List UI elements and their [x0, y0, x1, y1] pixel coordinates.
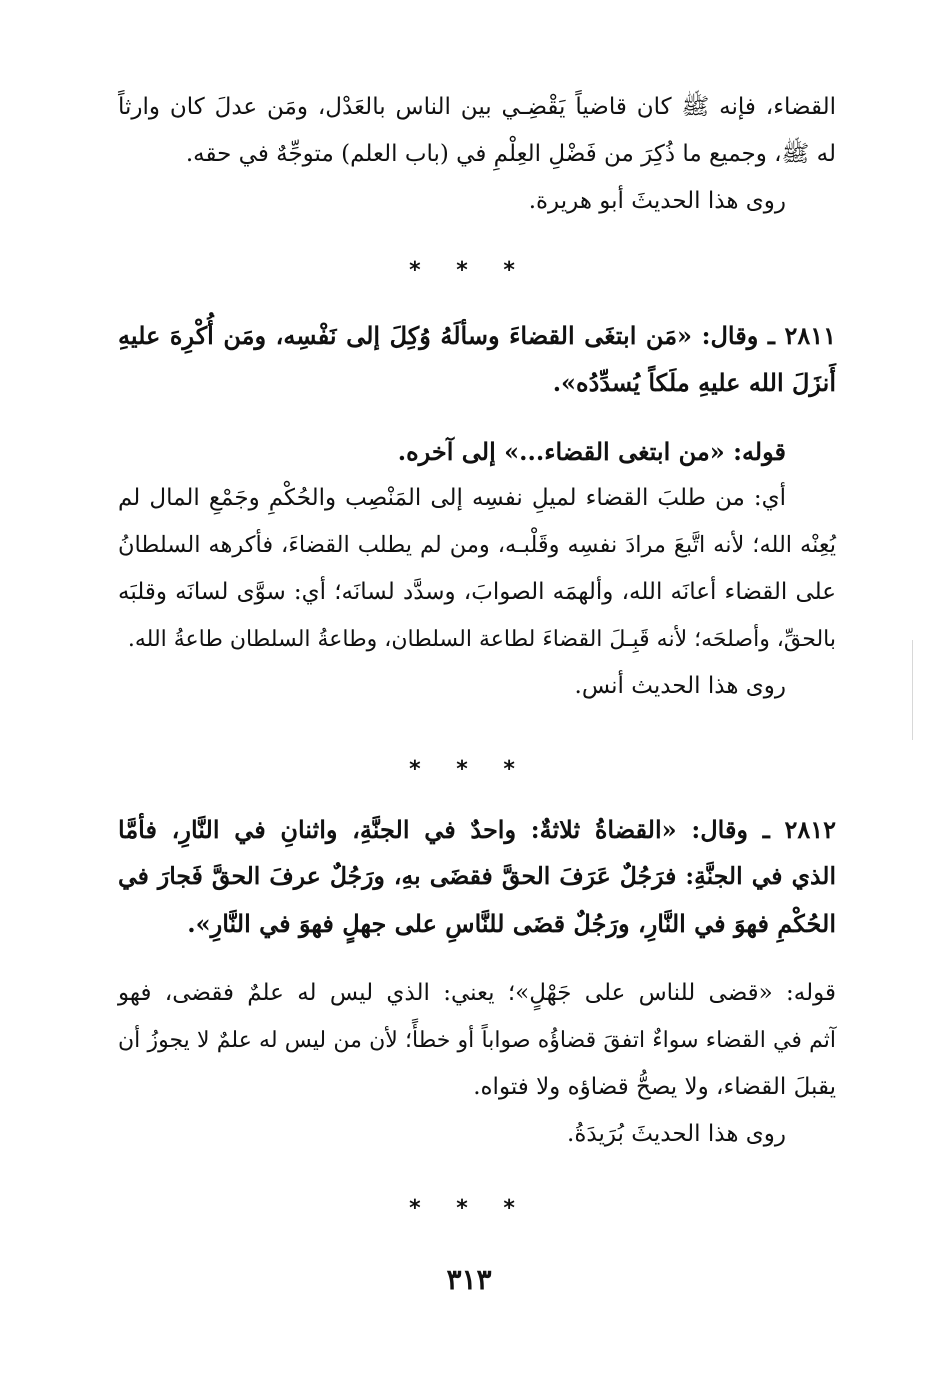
- page-number: ٣١٣: [446, 1263, 492, 1296]
- text-line: يقبلَ القضاء، ولا يصحُّ قضاؤه ولا فتواه.: [473, 1074, 836, 1100]
- paragraph-continuation: [118, 84, 836, 225]
- text-line: له ﷺ، وجميع ما ذُكِرَ من فَضْلِ العِلْمِ في (باب العلم) متوجِّهٌ في حقه.: [185, 141, 836, 167]
- commentary-2811: [118, 428, 836, 710]
- section-divider: * * *: [409, 757, 529, 782]
- hadith-text-line: ٢٨١٢ ـ وقال: «القضاةُ ثلاثةٌ: واحدٌ في الجنَّةِ، واثنانِ في النَّارِ، فأمَّا: [118, 815, 836, 844]
- commentary-heading: قوله: «من ابتغى القضاء...» إلى آخره.: [397, 437, 786, 466]
- text-line: آثم في القضاء سواءٌ اتفقَ قضاؤُه صواباً أو خطأً؛ لأن من ليس له علمٌ لا يجوزُ أن: [118, 1028, 836, 1053]
- hadith-text-line: أَنزَلَ الله عليهِ ملَكاً يُسدِّدُه».: [552, 368, 836, 397]
- scan-edge-line: [912, 640, 913, 740]
- narrator-line: روى هذا الحديث أنس.: [574, 673, 786, 699]
- text-line: القضاء، فإنه ﷺ كان قاضياً يَقْضِـي بين الناس بالعَدْل، ومَن عدلَ كان وارثاً: [118, 94, 836, 120]
- text-line: على القضاء أعانَه الله، وألهمَه الصوابَ، وسدَّد لسانَه؛ أي: سوَّى لسانَه وقلبَه: [118, 579, 836, 605]
- narrator-line: روى هذا الحديثَ أبو هريرة.: [528, 188, 786, 214]
- text-line: بالحقِّ، وأصلحَه؛ لأنه قَبِـلَ القضاءَ لطاعة السلطان، وطاعةُ السلطان طاعةُ الله.: [127, 627, 836, 652]
- hadith-text-line: الذي في الجنَّةِ: فرَجُلٌ عَرَفَ الحقَّ فقضَى بهِ، ورَجُلٌ عرفَ الحقَّ فَجارَ في: [118, 862, 836, 890]
- text-line: يُعِنْه الله؛ لأنه اتَّبعَ مرادَ نفسِه وقَلْبـه، ومن لم يطلب القضاءَ، فأكرهه السلطانُ: [118, 532, 836, 558]
- narrator-line: روى هذا الحديثَ بُرَيدَةُ.: [567, 1121, 786, 1147]
- hadith-text-line: ٢٨١١ ـ وقال: «مَن ابتغَى القضاءَ وسألَهُ وُكِلَ إلى نَفْسِه، ومَن أُكْرِهَ عليهِ: [118, 321, 836, 350]
- hadith-2812: [118, 806, 836, 947]
- hadith-text-line: الحُكْمِ فهوَ في النَّارِ، ورَجُلٌ قضَى للنَّاسِ على جهلٍ فهوَ في النَّارِ».: [187, 909, 836, 938]
- commentary-2812: [118, 970, 836, 1158]
- text-line: قوله: «قضى للناس على جَهْلٍ»؛ يعني: الذي ليس له علمٌ فقضى، فهو: [118, 980, 836, 1006]
- hadith-2811: [118, 312, 836, 406]
- text-line: أي: من طلبَ القضاء لميلِ نفسِه إلى المَنْصِب والحُكْمِ وجَمْعِ المال لم: [118, 485, 786, 511]
- section-divider: * * *: [409, 258, 529, 283]
- section-divider: * * *: [409, 1196, 529, 1221]
